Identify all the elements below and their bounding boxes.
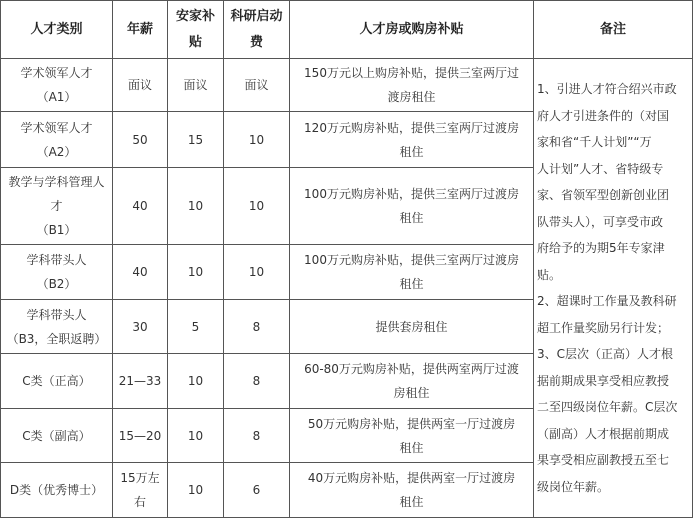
research-cell: 8 <box>224 354 290 409</box>
housing-line: 60-80万元购房补贴，提供两室两厅过渡 <box>304 362 519 376</box>
category-line: （B1） <box>36 223 77 237</box>
notes-cell <box>534 59 693 518</box>
settle-cell: 15 <box>168 112 224 168</box>
salary-cell: 40 <box>113 168 168 245</box>
salary-cell: 21—33 <box>113 354 168 409</box>
category-line: 才 <box>50 199 63 213</box>
housing-line: 150万元以上购房补贴，提供三室两厅过 <box>304 66 519 80</box>
category-cell <box>1 463 113 518</box>
note-line: 1、引进人才符合绍兴市政 <box>537 82 677 96</box>
salary-cell: 50 <box>113 112 168 168</box>
salary-cell: 30 <box>113 300 168 354</box>
header-settle-line: 安家补 <box>175 8 215 24</box>
housing-line: 50万元购房补贴，提供两室一厅过渡房 <box>307 416 516 431</box>
housing-line: 100万元购房补贴，提供三室两厅过渡房 <box>304 187 519 201</box>
housing-cell <box>290 112 534 168</box>
settle-cell: 10 <box>168 409 224 463</box>
housing-line: 渡房租住 <box>387 90 436 104</box>
category-cell <box>1 168 113 245</box>
category-line: C类（正高） <box>22 374 91 388</box>
housing-line: 租住 <box>399 211 424 225</box>
note-line: 家和省“千人计划”“万 <box>537 135 652 149</box>
housing-cell <box>290 59 534 112</box>
note-line: 府人才引进条件的（对国 <box>537 108 670 123</box>
research-cell: 6 <box>224 463 290 518</box>
housing-line: 40万元购房补贴，提供两室一厅过渡房 <box>307 471 516 485</box>
header-category: 人才类别 <box>1 1 113 59</box>
housing-line: 租住 <box>399 440 424 455</box>
category-cell <box>1 300 113 354</box>
category-line: （B2） <box>36 277 77 291</box>
category-line: 学术领军人才 <box>20 120 93 135</box>
housing-line: 租住 <box>399 277 424 291</box>
housing-cell <box>290 409 534 463</box>
category-cell <box>1 59 113 112</box>
note-line: 人计划”人才、省特级专 <box>537 161 664 176</box>
research-cell: 10 <box>224 112 290 168</box>
housing-line: 租住 <box>399 144 424 159</box>
research-cell: 10 <box>224 245 290 300</box>
research-cell: 8 <box>224 409 290 463</box>
category-line: 学术领军人才 <box>20 66 93 80</box>
note-line: 府给予的为期5年专家津 <box>537 241 665 255</box>
header-settle-line: 贴 <box>188 34 202 50</box>
category-line: （A2） <box>36 144 77 159</box>
housing-cell <box>290 168 534 245</box>
table-row <box>1 59 693 112</box>
housing-line: 120万元购房补贴，提供三室两厅过渡房 <box>304 120 519 135</box>
header-settle <box>168 1 224 59</box>
settle-cell: 10 <box>168 245 224 300</box>
note-line: 果享受相应副教授五至七 <box>537 453 670 467</box>
settle-cell: 面议 <box>168 59 224 112</box>
research-cell: 8 <box>224 300 290 354</box>
header-salary: 年薪 <box>113 1 168 59</box>
note-line: 二至四级岗位年薪。C层次 <box>537 400 678 414</box>
category-line: 学科带头人 <box>26 253 87 267</box>
salary-cell: 15—20 <box>113 409 168 463</box>
note-line: 队带头人），可享受市政 <box>537 214 664 229</box>
note-line: 级岗位年薪。 <box>537 479 610 494</box>
housing-cell <box>290 300 534 354</box>
category-cell <box>1 354 113 409</box>
note-line: 2、超课时工作量及教科研 <box>537 294 677 308</box>
settle-cell: 10 <box>168 354 224 409</box>
note-line: 据前期成果享受相应教授 <box>537 373 670 388</box>
note-line: （副高）人才根据前期成 <box>537 426 670 441</box>
housing-line: 房租住 <box>393 386 430 400</box>
note-line: 3、C层次（正高）人才根 <box>537 347 674 361</box>
housing-cell <box>290 245 534 300</box>
settle-cell: 5 <box>168 300 224 354</box>
header-notes: 备注 <box>534 1 693 59</box>
category-line: 教学与学科管理人 <box>8 175 105 189</box>
header-research-line: 科研启动 <box>230 8 283 24</box>
category-cell <box>1 409 113 463</box>
housing-cell <box>290 463 534 518</box>
housing-line: 100万元购房补贴，提供三室两厅过渡房 <box>304 253 519 267</box>
header-research <box>224 1 290 59</box>
header-row <box>1 1 693 59</box>
research-cell: 面议 <box>224 59 290 112</box>
note-line: 贴。 <box>537 267 562 282</box>
settle-cell: 10 <box>168 463 224 518</box>
category-cell <box>1 112 113 168</box>
category-cell <box>1 245 113 300</box>
header-research-line: 费 <box>249 34 263 50</box>
category-line: D类（优秀博士） <box>9 483 104 497</box>
salary-cell: 40 <box>113 245 168 300</box>
salary-cell: 15万左右 <box>113 463 168 518</box>
research-cell: 10 <box>224 168 290 245</box>
category-line: C类（副高） <box>22 428 91 443</box>
housing-cell <box>290 354 534 409</box>
salary-cell: 面议 <box>113 59 168 112</box>
header-housing: 人才房或购房补贴 <box>290 1 534 59</box>
category-line: （A1） <box>36 90 77 104</box>
category-line: 学科带头人 <box>26 307 87 322</box>
category-line: （B3，全职返聘） <box>6 331 107 346</box>
housing-line: 租住 <box>399 495 424 509</box>
note-line: 家、省领军型创新创业团 <box>537 188 670 202</box>
note-line: 超工作量奖励另行计发； <box>537 320 670 335</box>
settle-cell: 10 <box>168 168 224 245</box>
housing-line: 提供套房租住 <box>375 319 448 334</box>
